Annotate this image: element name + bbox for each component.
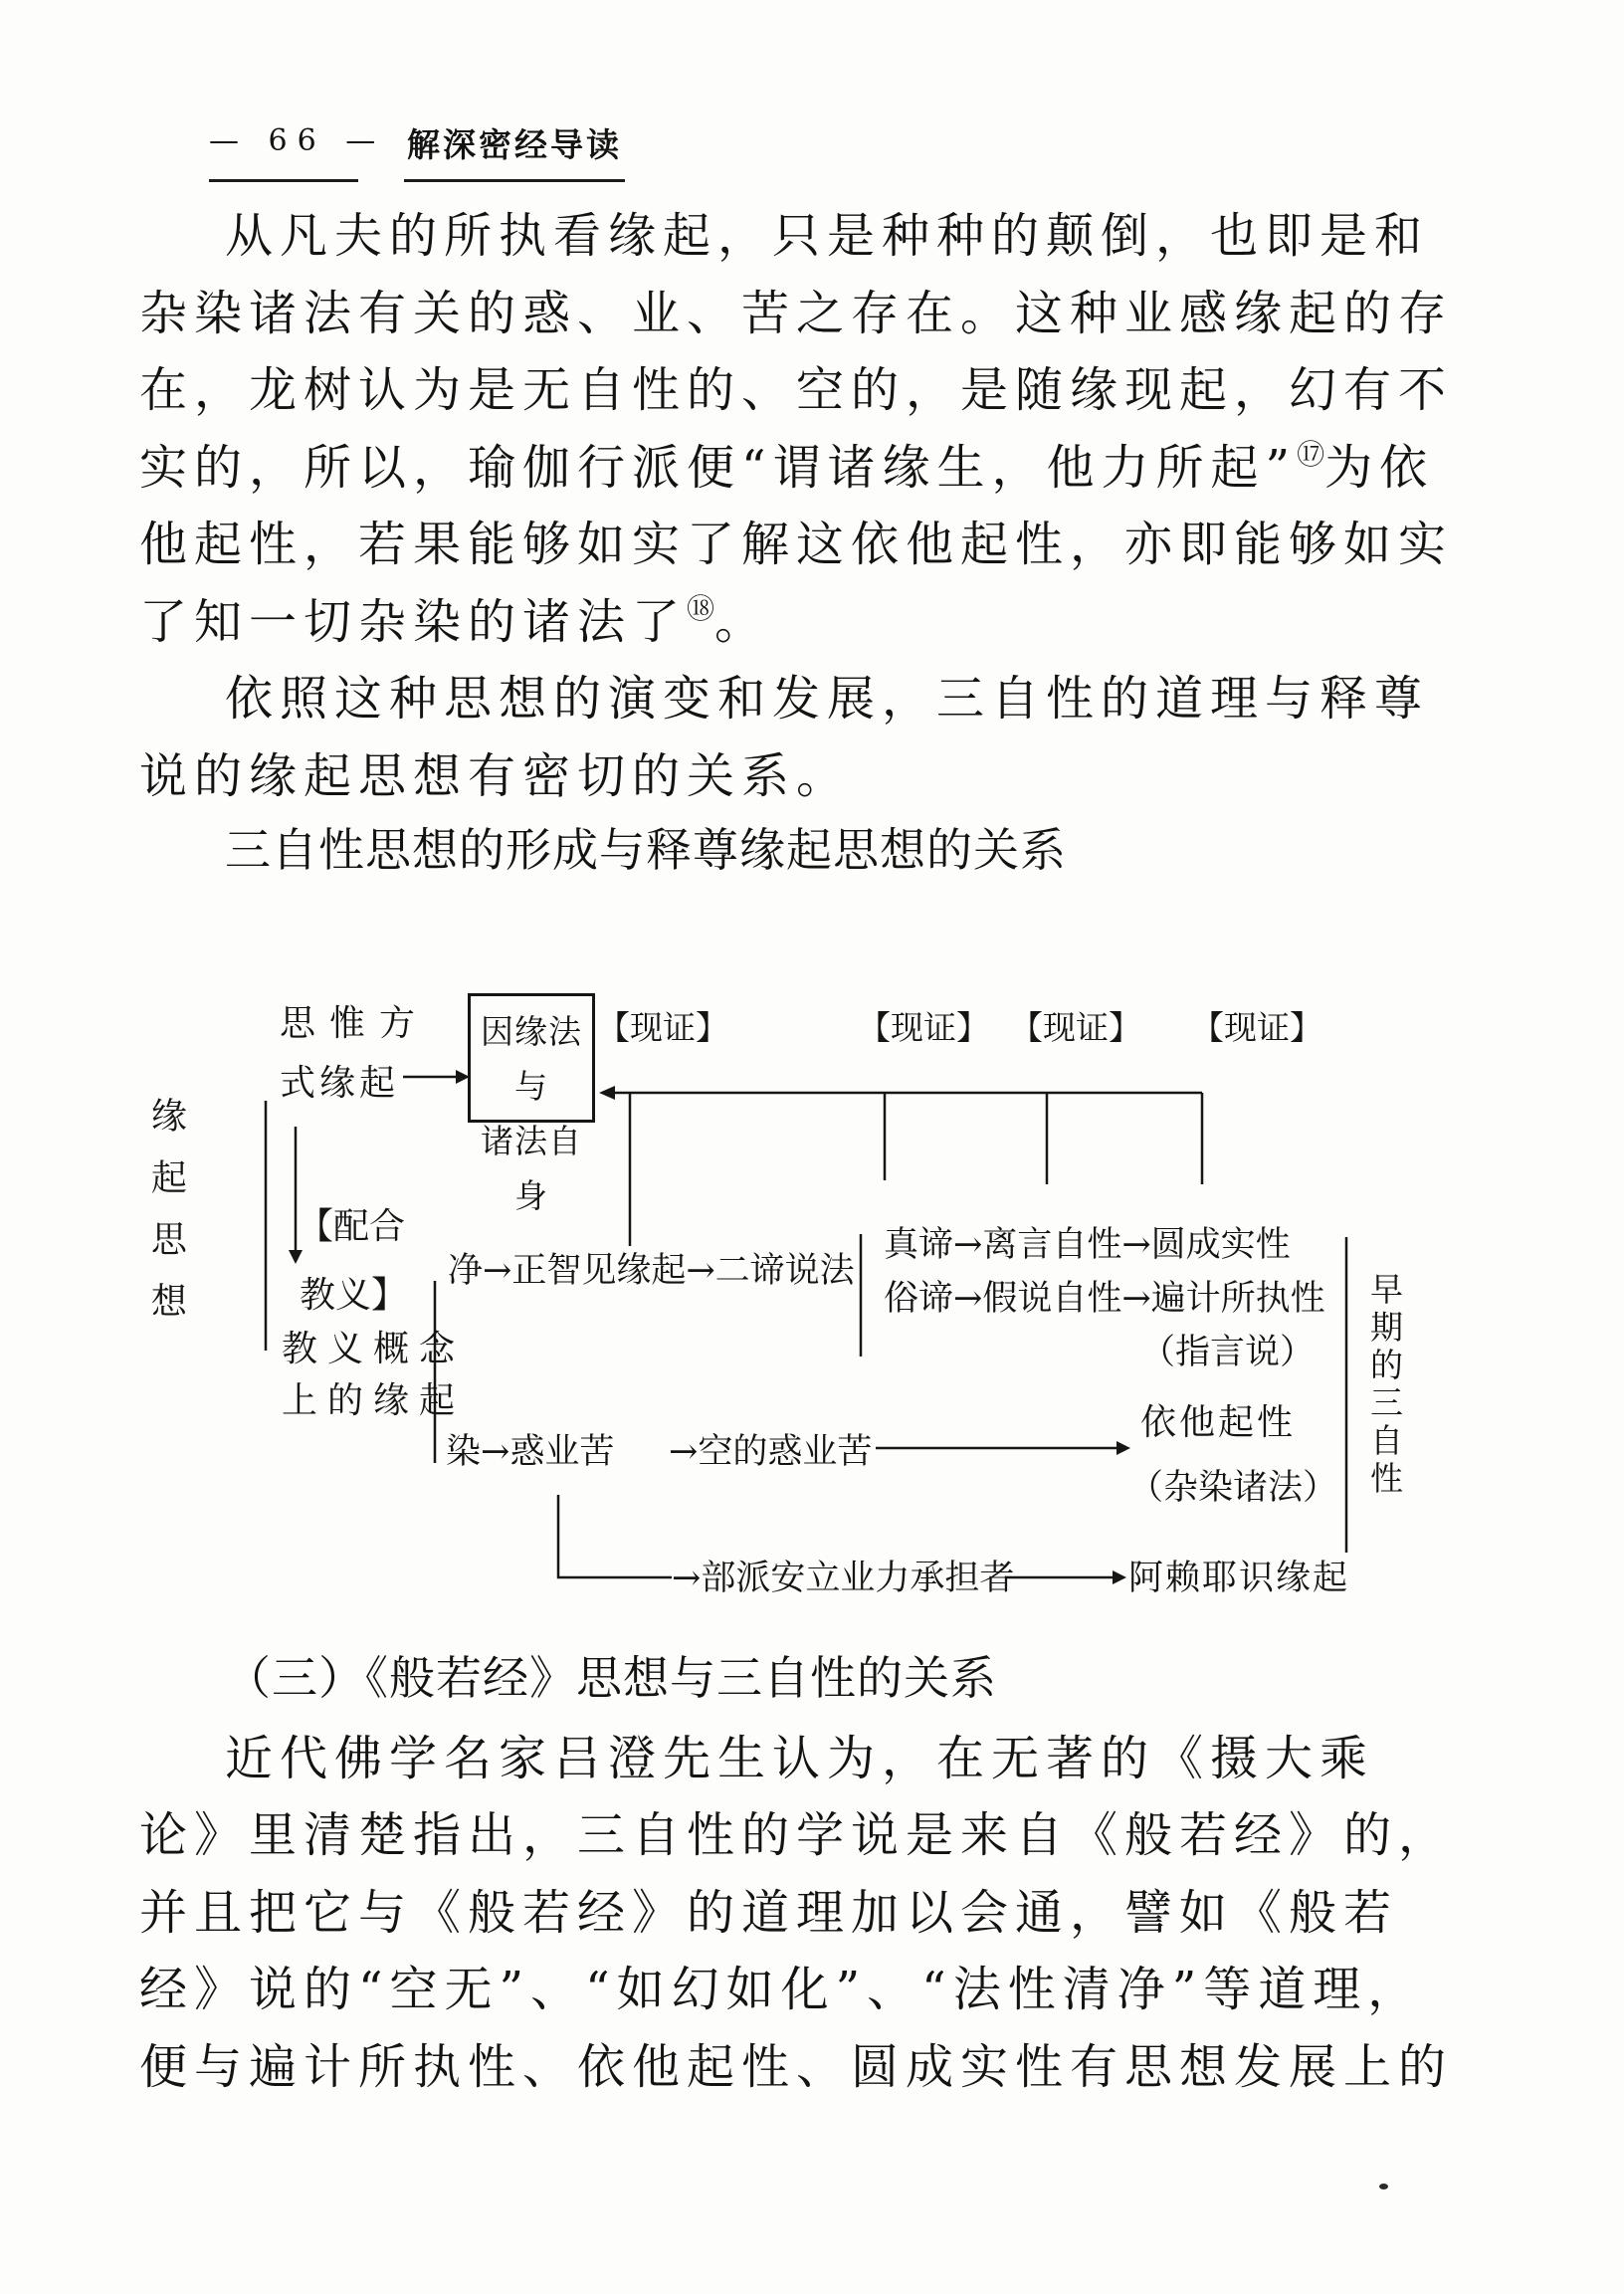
- diagram-pair-note-line1: 【配合: [298, 1206, 406, 1247]
- header-underline: [209, 179, 358, 182]
- diagram-true-truth-row: 真谛→离言自性→圆成实性: [884, 1225, 1291, 1265]
- diagram-sect-karma-bearer: →部派安立业力承担者: [672, 1559, 1015, 1598]
- footnote-ref-17: ⑰: [1297, 438, 1325, 471]
- diagram-method1-line2: 式缘起: [280, 1063, 400, 1104]
- section-heading: （三）《般若经》思想与三自性的关系: [225, 1651, 997, 1705]
- body-line: 论》里清楚指出，三自性的学说是来自《般若经》的，: [139, 1807, 1454, 1863]
- body-line: [139, 583, 769, 652]
- body-text: 了知一切杂染的诸法了: [139, 594, 688, 650]
- arrowhead-down: [289, 1250, 303, 1264]
- diagram-speech-note: （指言说）: [1140, 1333, 1316, 1372]
- body-line: 杂染诸法有关的惑、业、苦之存在。这种业感缘起的存: [139, 286, 1454, 341]
- body-line: 依照这种思想的演变和发展，三自性的道理与释尊: [225, 671, 1430, 727]
- body-line: 并且把它与《般若经》的道理加以会通，譬如《般若: [139, 1885, 1399, 1941]
- diagram-caption: 三自性思想的形成与释尊缘起思想的关系: [225, 823, 1067, 877]
- header-page-marker: — 66 —: [209, 123, 386, 158]
- diagram-left-axis-label: 缘起思想: [145, 1097, 187, 1344]
- body-line: 从凡夫的所执看缘起，只是种种的颠倒，也即是和: [225, 208, 1430, 264]
- header-underline: [404, 179, 625, 182]
- diagram-defiled-branch: 染→惑业苦: [446, 1432, 615, 1472]
- diagram-empty-karma: →空的惑业苦: [669, 1432, 873, 1472]
- arrowhead-left: [599, 1086, 615, 1100]
- diagram-defiled-dharmas-note: （杂染诸法）: [1128, 1468, 1338, 1508]
- diagram-realization-label: 【现证】: [597, 1008, 728, 1047]
- ink-dot: [1379, 2184, 1388, 2190]
- diagram-realization-label: 【现证】: [1010, 1008, 1141, 1047]
- diagram-common-truth-row: 俗谛→假说自性→遍计所执性: [884, 1279, 1325, 1319]
- diagram-method2-line1: 教义概念: [282, 1329, 466, 1369]
- diagram-center-box-line1: 因缘法与: [481, 1012, 582, 1106]
- diagram-method2-line2: 上的缘起: [282, 1380, 466, 1421]
- diagram-method1-line1: 思惟方: [280, 1003, 430, 1044]
- body-line: 他起性，若果能够如实了解这依他起性，亦即能够如实: [139, 517, 1454, 572]
- diagram-pair-note-line2: 教义】: [300, 1275, 408, 1316]
- elbow-to-sect-bearer: [558, 1495, 672, 1577]
- diagram-realization-label: 【现证】: [1191, 1008, 1322, 1047]
- body-text: 。: [714, 594, 770, 650]
- body-text: 实的，所以，瑜伽行派便“谓诸缘生，他力所起”: [139, 440, 1298, 496]
- diagram-alaya-origination: 阿赖耶识缘起: [1128, 1559, 1350, 1598]
- body-line: [139, 429, 1434, 498]
- header-book-title: 解深密经导读: [407, 125, 622, 164]
- body-line: 在，龙树认为是无自性的、空的，是随缘现起，幻有不: [139, 362, 1454, 418]
- diagram-realization-label: 【现证】: [858, 1008, 989, 1047]
- body-line: 说的缘起思想有密切的关系。: [139, 748, 852, 804]
- body-text: 为依: [1324, 440, 1435, 496]
- diagram-center-box: [468, 993, 595, 1215]
- diagram-pure-branch: 净→正智见缘起→二谛说法: [448, 1251, 855, 1291]
- body-line: 近代佛学名家吕澄先生认为，在无著的《摄大乘: [225, 1731, 1375, 1786]
- body-line: 经》说的“空无”、“如幻如化”、“法性清净”等道理，: [139, 1962, 1423, 2017]
- diagram-center-box-line2: 诸法自身: [481, 1122, 582, 1215]
- footnote-ref-18: ⑱: [687, 592, 715, 625]
- arrowhead-right: [1113, 1570, 1126, 1584]
- body-line: 便与遍计所执性、依他起性、圆成实性有思想发展上的: [139, 2039, 1454, 2095]
- arrowhead-right: [1116, 1441, 1130, 1455]
- diagram-dependent-nature: 依他起性: [1140, 1402, 1297, 1443]
- diagram-right-axis-label: 早期的三自性: [1364, 1272, 1404, 1499]
